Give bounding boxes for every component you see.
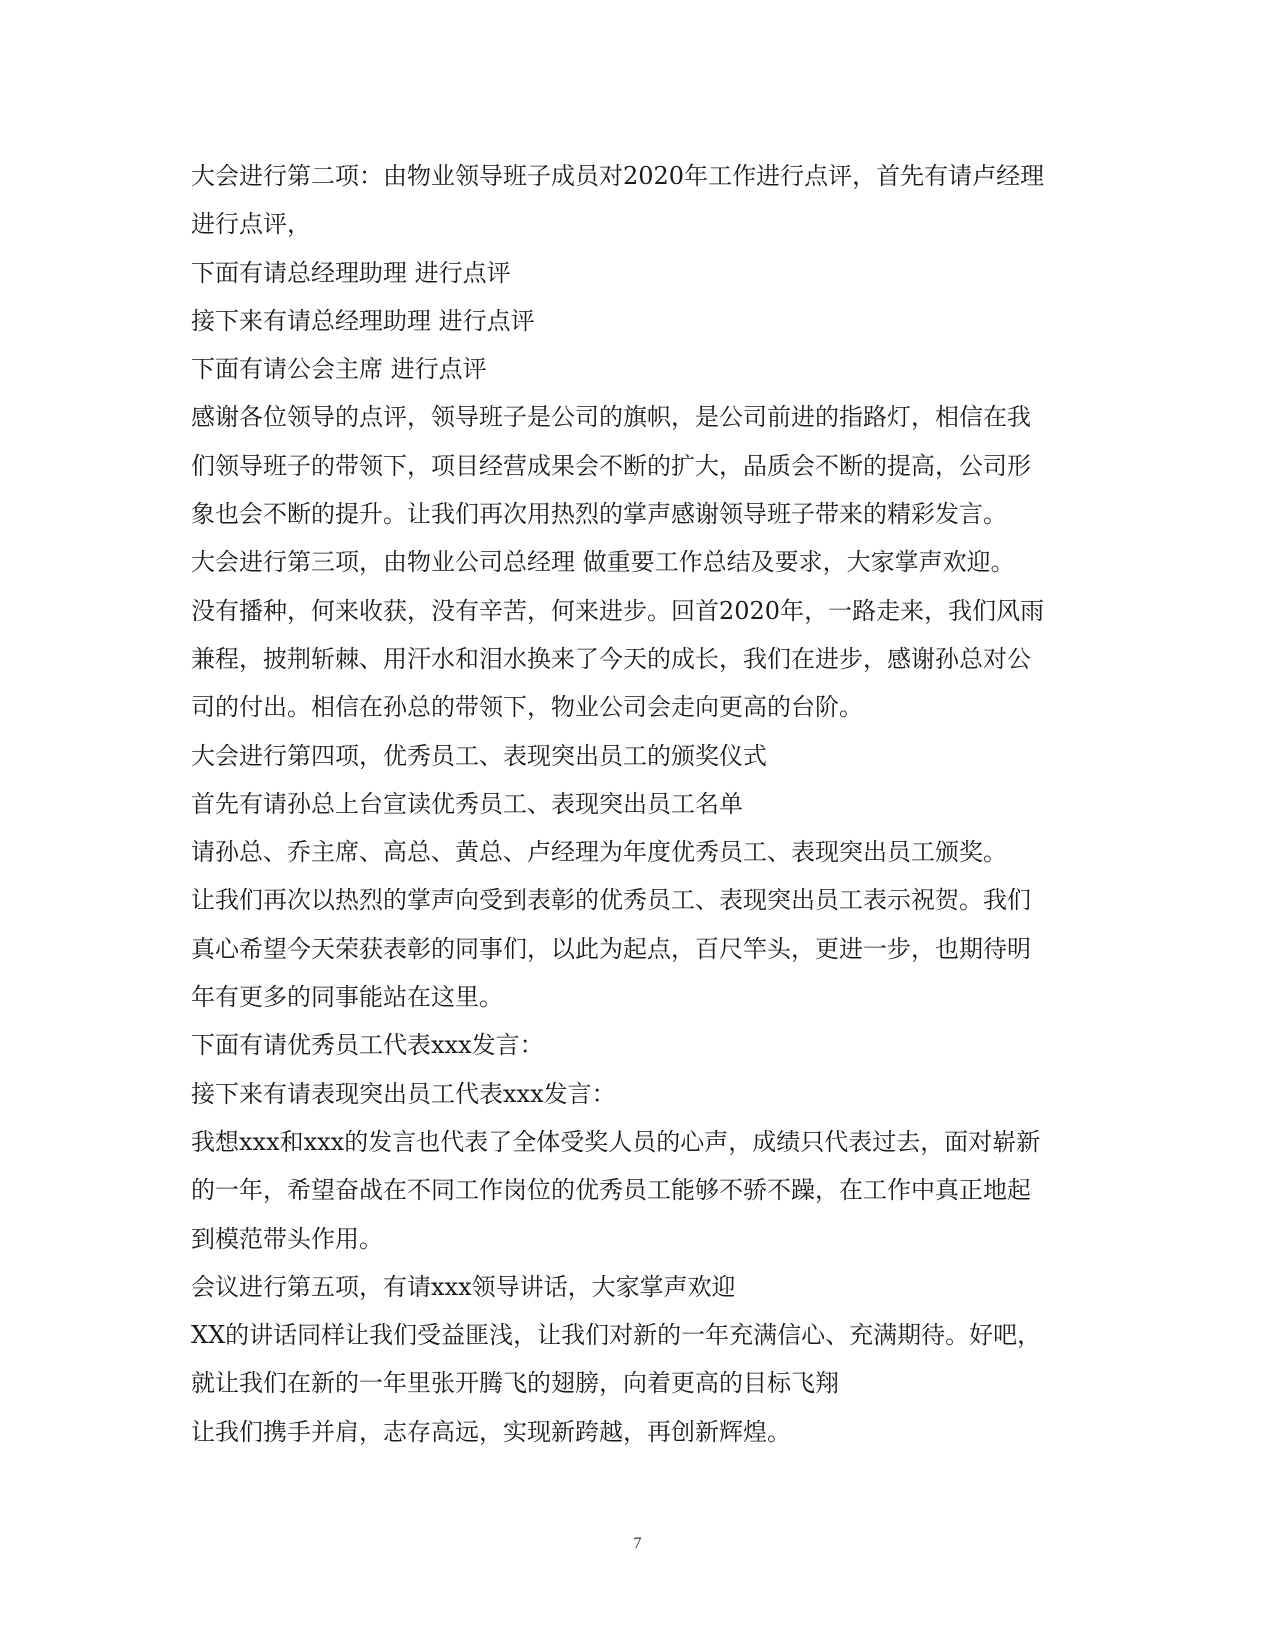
text-line: 司的付出。相信在孙总的带领下，物业公司会走向更高的台阶。 xyxy=(191,693,863,722)
text-line: 接下来有请总经理助理 进行点评 xyxy=(191,306,535,335)
text-line: 让我们再次以热烈的掌声向受到表彰的优秀员工、表现突出员工表示祝贺。我们 xyxy=(191,886,1031,915)
text-line: 大会进行第三项，由物业公司总经理 做重要工作总结及要求，大家掌声欢迎。 xyxy=(191,548,1015,577)
page-number: 7 xyxy=(633,1535,642,1552)
text-line: 到模范带头作用。 xyxy=(191,1224,383,1253)
text-line: 进行点评， xyxy=(191,210,311,239)
text-line: 让我们携手并肩，志存高远，实现新跨越，再创新辉煌。 xyxy=(191,1417,791,1446)
text-line: 我想xxx和xxx的发言也代表了全体受奖人员的心声，成绩只代表过去，面对崭新 xyxy=(191,1127,1041,1156)
text-line: 下面有请总经理助理 进行点评 xyxy=(191,258,511,287)
text-line: 接下来有请表现突出员工代表xxx发言： xyxy=(191,1079,616,1108)
text-line: XX的讲话同样让我们受益匪浅，让我们对新的一年充满信心、充满期待。好吧， xyxy=(191,1321,1042,1350)
text-line: 们领导班子的带领下，项目经营成果会不断的扩大，品质会不断的提高，公司形 xyxy=(191,451,1031,480)
text-line: 就让我们在新的一年里张开腾飞的翅膀，向着更高的目标飞翔 xyxy=(191,1369,839,1398)
text-line: 象也会不断的提升。让我们再次用热烈的掌声感谢领导班子带来的精彩发言。 xyxy=(191,500,1007,529)
text-line: 兼程，披荆斩棘、用汗水和泪水换来了今天的成长，我们在进步，感谢孙总对公 xyxy=(191,644,1031,673)
text-line: 会议进行第五项，有请xxx领导讲话，大家掌声欢迎 xyxy=(191,1272,736,1301)
text-line: 请孙总、乔主席、高总、黄总、卢经理为年度优秀员工、表现突出员工颁奖。 xyxy=(191,838,1007,867)
text-line: 首先有请孙总上台宣读优秀员工、表现突出员工名单 xyxy=(191,789,743,818)
text-line: 下面有请优秀员工代表xxx发言： xyxy=(191,1031,544,1060)
text-line: 大会进行第四项，优秀员工、表现突出员工的颁奖仪式 xyxy=(191,741,767,770)
text-line: 真心希望今天荣获表彰的同事们，以此为起点，百尺竿头，更进一步，也期待明 xyxy=(191,934,1031,963)
text-line: 大会进行第二项：由物业领导班子成员对2020年工作进行点评，首先有请卢经理 xyxy=(191,162,1045,190)
text-line: 下面有请公会主席 进行点评 xyxy=(191,355,487,384)
text-line: 感谢各位领导的点评，领导班子是公司的旗帜，是公司前进的指路灯，相信在我 xyxy=(191,403,1031,432)
text-line: 的一年，希望奋战在不同工作岗位的优秀员工能够不骄不躁，在工作中真正地起 xyxy=(191,1176,1031,1205)
text-line: 年有更多的同事能站在这里。 xyxy=(191,983,503,1012)
text-line: 没有播种，何来收获，没有辛苦，何来进步。回首2020年，一路走来，我们风雨 xyxy=(191,596,1045,625)
document-body xyxy=(191,152,1071,1456)
